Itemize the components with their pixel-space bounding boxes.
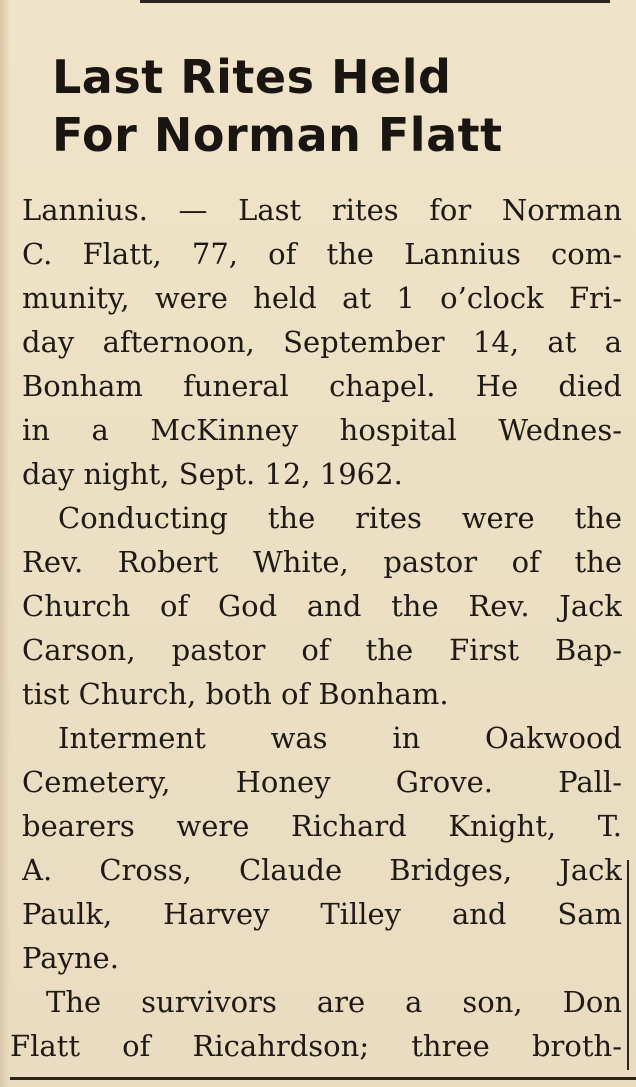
text-line: munity, were held at 1 o’clock Fri- — [22, 281, 622, 315]
text-line: Flatt of Ricahrdson; three broth- — [10, 1029, 622, 1063]
text-line: Conducting the rites were the — [58, 501, 622, 535]
text-line: A. Cross, Claude Bridges, Jack — [22, 853, 622, 887]
text-line: in a McKinney hospital Wednes- — [22, 413, 622, 447]
article-body — [10, 188, 622, 1068]
paragraph-2 — [22, 496, 622, 716]
text-line: bearers were Richard Knight, T. — [22, 809, 622, 843]
text-line: Carson, pastor of the First Bap- — [22, 633, 622, 667]
column-rule — [627, 860, 629, 1070]
headline-line-1: Last Rites Held — [52, 50, 452, 104]
headline — [52, 48, 612, 164]
text-line: day afternoon, September 14, at a — [22, 325, 622, 359]
bottom-rule — [10, 1077, 636, 1080]
text-line: Lannius. — Last rites for Norman — [22, 193, 622, 227]
paragraph-1 — [22, 188, 622, 496]
text-line: day night, Sept. 12, 1962. — [22, 457, 403, 491]
clipping-left-edge — [0, 0, 10, 1087]
text-line: Bonham funeral chapel. He died — [22, 369, 622, 403]
paragraph-4 — [10, 980, 622, 1068]
text-line: Paulk, Harvey Tilley and Sam — [22, 897, 622, 931]
headline-line-2: For Norman Flatt — [52, 108, 503, 162]
text-line: Church of God and the Rev. Jack — [22, 589, 622, 623]
text-line: Cemetery, Honey Grove. Pall- — [22, 765, 622, 799]
text-line: C. Flatt, 77, of the Lannius com- — [22, 237, 622, 271]
paragraph-3 — [22, 716, 622, 980]
text-line: Interment was in Oakwood — [58, 721, 622, 755]
text-line: tist Church, both of Bonham. — [22, 677, 449, 711]
top-rule — [140, 0, 610, 3]
text-line: Payne. — [22, 941, 119, 975]
text-line: The survivors are a son, Don — [46, 985, 622, 1019]
text-line: Rev. Robert White, pastor of the — [22, 545, 622, 579]
